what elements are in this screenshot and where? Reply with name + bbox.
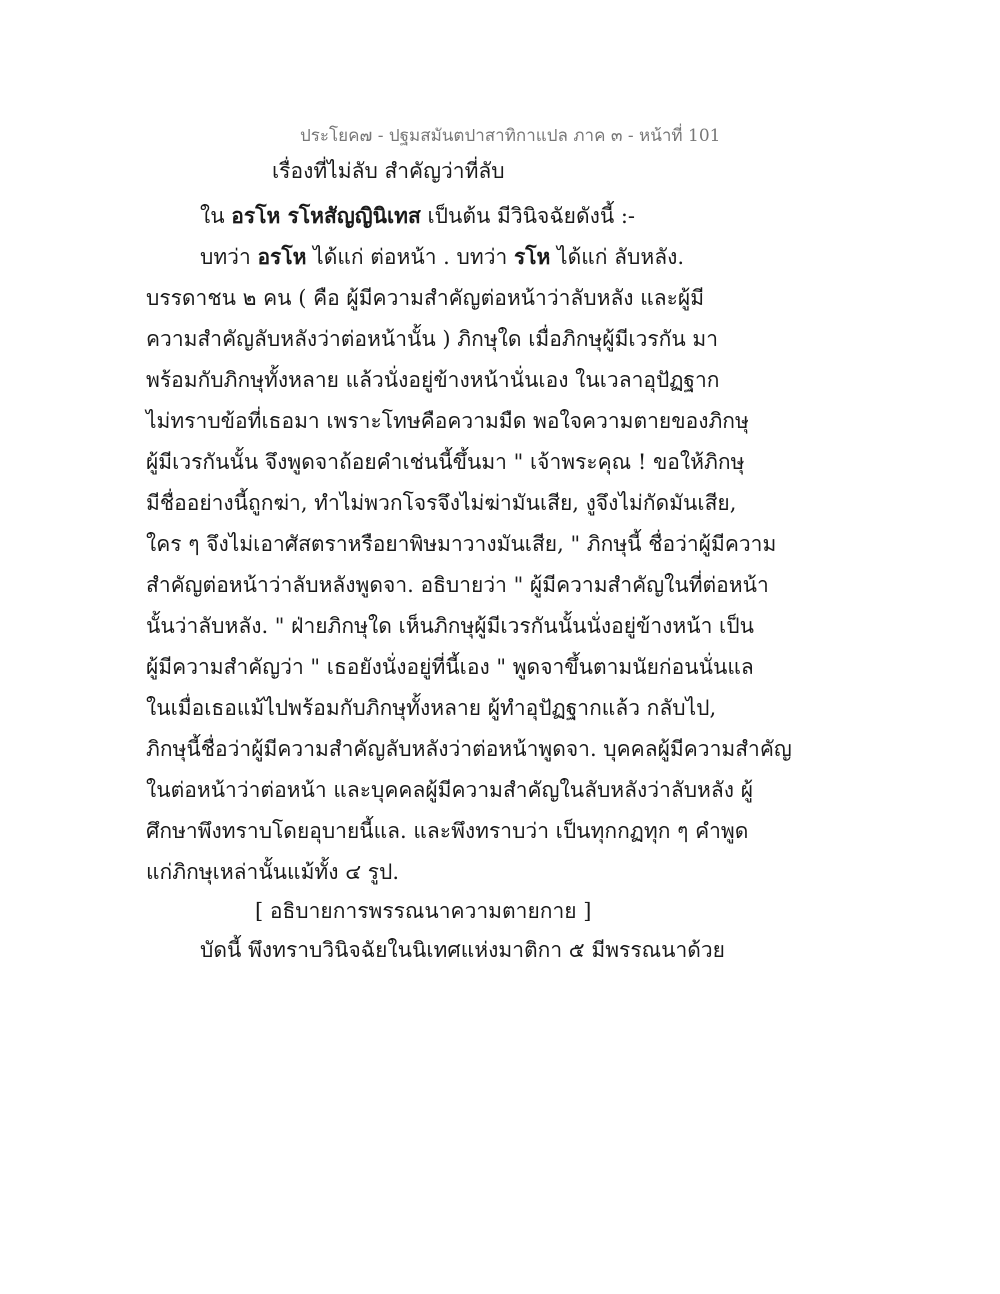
intro-term: อรโห รโหสัญญินิเทส <box>231 203 421 228</box>
def-term-arahō: อรโห <box>257 244 307 269</box>
body-line: สำคัญต่อหน้าว่าลับหลังพูดจา. อธิบายว่า " ผู้มีความสำคัญในที่ต่อหน้า <box>146 573 769 597</box>
def-a: บทว่า <box>200 245 258 269</box>
body-line: ในเมื่อเธอแม้ไปพร้อมกับภิกษุทั้งหลาย ผู้ทำอุปัฏฐากแล้ว กลับไป, <box>146 696 717 720</box>
def-e: ได้แก่ ลับหลัง. <box>550 245 684 269</box>
body-line: ในต่อหน้าว่าต่อหน้า และบุคคลผู้มีความสำคัญในลับหลังว่าลับหลัง ผู้ <box>146 778 754 802</box>
def-term-rahō: รโห <box>513 244 551 269</box>
body-line: บรรดาชน ๒ คน ( คือ ผู้มีความสำคัญต่อหน้าว่าลับหลัง และผู้มี <box>146 286 705 310</box>
body-line: แก่ภิกษุเหล่านั้นแม้ทั้ง ๔ รูป. <box>146 860 400 884</box>
story-title: เรื่องที่ไม่ลับ สำคัญว่าที่ลับ <box>272 159 505 183</box>
body-line: ภิกษุนี้ชื่อว่าผู้มีความสำคัญลับหลังว่าต่อหน้าพูดจา. บุคคลผู้มีความสำคัญ <box>146 737 792 761</box>
body-line: พร้อมกับภิกษุทั้งหลาย แล้วนั่งอยู่ข้างหน้านั่นเอง ในเวลาอุปัฏฐาก <box>146 368 720 392</box>
intro-pre: ใน <box>200 204 232 228</box>
definition-line <box>200 244 684 270</box>
body-line: ผู้มีเวรกันนั้น จึงพูดจาถ้อยคำเช่นนี้ขึ้นมา " เจ้าพระคุณ ! ขอให้ภิกษุ <box>146 450 745 474</box>
section-heading: [ อธิบายการพรรณนาความตายกาย ] <box>255 899 592 923</box>
intro-line <box>200 203 635 229</box>
body-line: ศึกษาพึงทราบโดยอุบายนี้แล. และพึงทราบว่า เป็นทุกกฏทุก ๆ คำพูด <box>146 819 749 843</box>
page-header: ประโยค๗ - ปฐมสมันตปาสาทิกาแปล ภาค ๓ - หน้าที่ 101 <box>300 126 721 146</box>
body-line: ใคร ๆ จึงไม่เอาศัสตราหรือยาพิษมาวางมันเสีย, " ภิกษุนี้ ชื่อว่าผู้มีความ <box>146 532 777 556</box>
intro-post: เป็นต้น มีวินิจฉัยดังนี้ :- <box>420 204 636 228</box>
body-line: ไม่ทราบข้อที่เธอมา เพราะโทษคือความมืด พอใจความตายของภิกษุ <box>146 409 749 433</box>
body-line: ความสำคัญลับหลังว่าต่อหน้านั้น ) ภิกษุใด เมื่อภิกษุผู้มีเวรกัน มา <box>146 327 719 351</box>
body-line: นั้นว่าลับหลัง. " ฝ่ายภิกษุใด เห็นภิกษุผู้มีเวรกันนั้นนั่งอยู่ข้างหน้า เป็น <box>146 614 754 638</box>
last-line: บัดนี้ พึงทราบวินิจฉัยในนิเทศแห่งมาติกา ๕ มีพรรณนาด้วย <box>200 938 725 962</box>
body-line: ผู้มีความสำคัญว่า " เธอยังนั่งอยู่ที่นี้เอง " พูดจาขึ้นตามนัยก่อนนั่นแล <box>146 655 754 679</box>
def-c: ได้แก่ ต่อหน้า . บทว่า <box>306 245 514 269</box>
body-line: มีชื่ออย่างนี้ถูกฆ่า, ทำไม่พวกโจรจึงไม่ฆ่ามันเสีย, งูจึงไม่กัดมันเสีย, <box>146 491 737 515</box>
